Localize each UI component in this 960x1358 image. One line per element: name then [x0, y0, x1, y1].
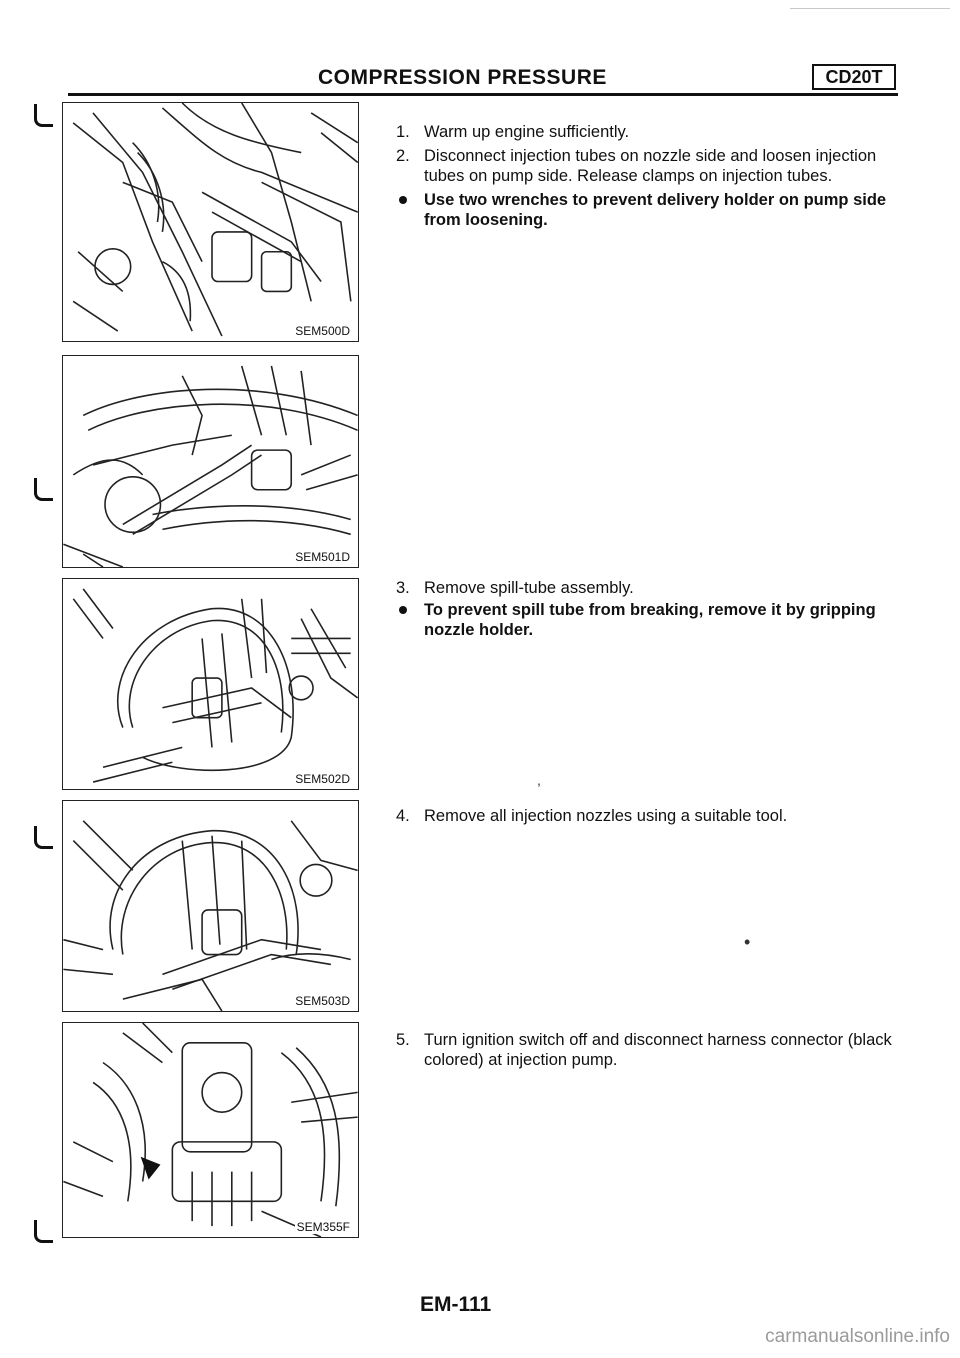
step-4: [396, 806, 896, 826]
corner-mark: [34, 478, 53, 501]
step-number: 4.: [396, 807, 410, 825]
engine-illustration: [63, 103, 358, 341]
note-bullet-2: [396, 600, 896, 640]
page-number: EM-111: [420, 1293, 492, 1316]
figure-injection-nozzles: [62, 800, 359, 1012]
engine-illustration: [63, 579, 358, 789]
step-text: Remove all injection nozzles using a suitable tool.: [424, 807, 788, 825]
engine-illustration: [63, 801, 358, 1011]
step-text: Turn ignition switch off and disconnect harness connector (black colored) at injection pump.: [424, 1031, 892, 1069]
bullet-dot: [399, 606, 407, 614]
scan-speck: ,: [537, 772, 541, 788]
step-number: 2.: [396, 147, 410, 165]
figure-label: SEM501D: [295, 550, 350, 564]
step-number: 1.: [396, 123, 410, 141]
step-text: Disconnect injection tubes on nozzle side and loosen injection tubes on pump side. Release clamps on injection tubes.: [424, 147, 877, 185]
figure-label: SEM500D: [295, 324, 350, 338]
note-text: Use two wrenches to prevent delivery holder on pump side from loosening.: [424, 191, 887, 229]
figure-injection-pump: [62, 1022, 359, 1238]
step-1: [396, 122, 896, 142]
bullet-dot: [399, 196, 407, 204]
step-text: Remove spill-tube assembly.: [424, 579, 634, 597]
header-rule: [68, 93, 898, 96]
watermark-text: carmanualsonline.info: [765, 1326, 950, 1347]
figure-spill-tube: [62, 578, 359, 790]
figure-nozzle-tubes: [62, 102, 359, 342]
step-5: [396, 1030, 896, 1070]
corner-mark: [34, 826, 53, 849]
engine-code-badge: CD20T: [812, 64, 896, 90]
figure-two-wrenches: [62, 355, 359, 568]
scan-speck: •: [744, 932, 751, 952]
corner-mark: [34, 1220, 53, 1243]
figure-label: SEM503D: [295, 994, 350, 1008]
page-title: COMPRESSION PRESSURE: [318, 66, 607, 89]
figure-label: SEM355F: [296, 1220, 350, 1234]
figure-label: SEM502D: [295, 772, 350, 786]
note-bullet-1: [396, 190, 896, 230]
step-3: [396, 578, 896, 598]
top-edge-line: [790, 8, 950, 9]
engine-illustration: [63, 1023, 358, 1237]
corner-mark: [34, 104, 53, 127]
engine-illustration: [63, 356, 358, 567]
step-number: 5.: [396, 1031, 410, 1049]
step-text: Warm up engine sufficiently.: [424, 123, 630, 141]
step-number: 3.: [396, 579, 410, 597]
note-text: To prevent spill tube from breaking, remove it by gripping nozzle holder.: [424, 601, 876, 639]
step-2: [396, 146, 896, 186]
